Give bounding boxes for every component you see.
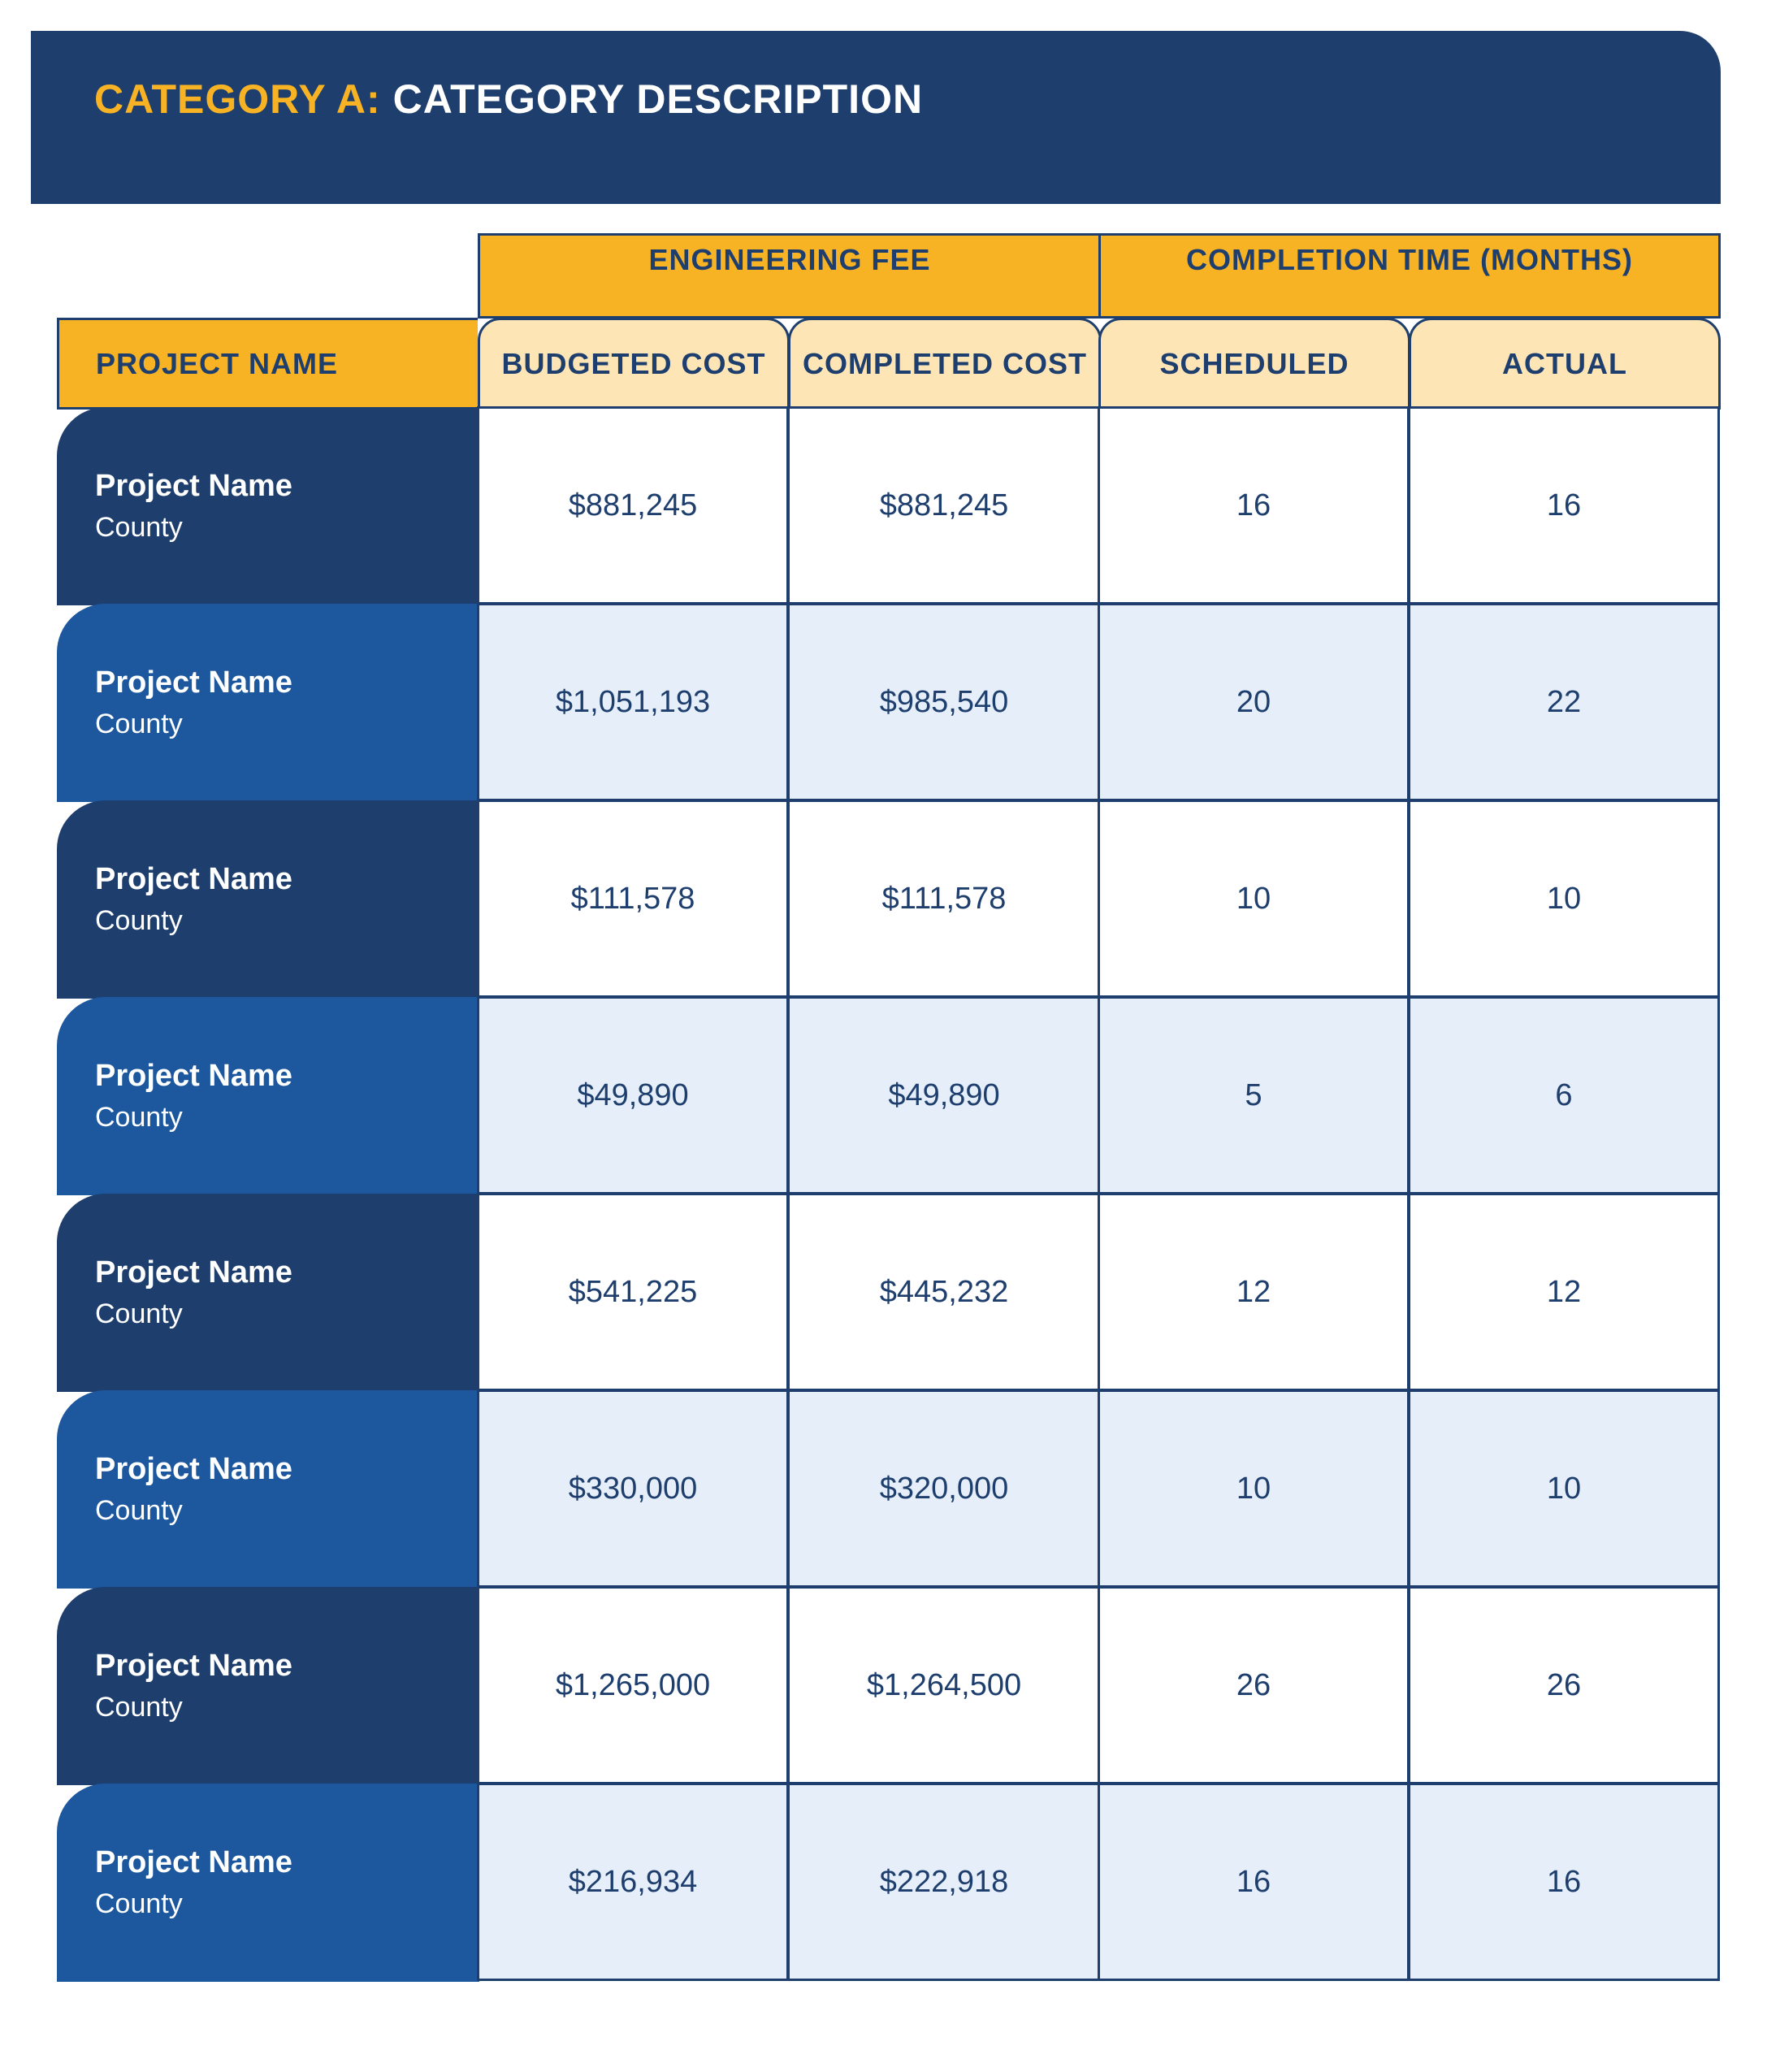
project-name: Project Name	[95, 1059, 292, 1093]
cell-budgeted: $111,578	[477, 800, 789, 998]
column-header-scheduled: SCHEDULED	[1098, 318, 1410, 410]
project-county: County	[95, 1692, 183, 1723]
cell-actual: 16	[1408, 1783, 1720, 1981]
cell-scheduled: 10	[1098, 800, 1410, 998]
column-header-budgeted-cost: BUDGETED COST	[478, 318, 790, 410]
group-header-completion-time	[1098, 233, 1721, 319]
cell-scheduled: 20	[1098, 603, 1410, 801]
cell-budgeted: $881,245	[477, 406, 789, 605]
project-county: County	[95, 709, 183, 739]
cell-scheduled: 26	[1098, 1586, 1410, 1784]
cell-actual: 10	[1408, 1389, 1720, 1588]
cell-completed: $49,890	[787, 996, 1101, 1194]
cell-completed: $320,000	[787, 1389, 1101, 1588]
cell-completed: $881,245	[787, 406, 1101, 605]
cell-completed: $111,578	[787, 800, 1101, 998]
cell-scheduled: 10	[1098, 1389, 1410, 1588]
project-name: Project Name	[95, 1845, 292, 1879]
page-title	[94, 76, 923, 123]
column-header-actual: ACTUAL	[1409, 318, 1721, 410]
table-row	[57, 1194, 479, 1392]
cell-actual: 16	[1408, 406, 1720, 605]
table-row	[57, 1587, 479, 1785]
project-name: Project Name	[95, 1255, 292, 1290]
project-county: County	[95, 905, 183, 936]
cell-completed: $1,264,500	[787, 1586, 1101, 1784]
group-header-label: COMPLETION TIME (MONTHS)	[1186, 242, 1633, 276]
cell-budgeted: $49,890	[477, 996, 789, 1194]
category-banner	[31, 31, 1721, 204]
table-row	[57, 800, 479, 999]
project-name: Project Name	[95, 1649, 292, 1683]
cell-budgeted: $1,051,193	[477, 603, 789, 801]
group-header-engineering-fee	[478, 233, 1102, 319]
project-county: County	[95, 1888, 183, 1919]
cell-scheduled: 12	[1098, 1193, 1410, 1391]
cell-budgeted: $216,934	[477, 1783, 789, 1981]
table-row	[57, 604, 479, 802]
table-row	[57, 1784, 479, 1982]
cell-scheduled: 16	[1098, 1783, 1410, 1981]
cell-completed: $985,540	[787, 603, 1101, 801]
category-description: CATEGORY DESCRIPTION	[392, 76, 924, 122]
table-row	[57, 1390, 479, 1589]
project-county: County	[95, 1495, 183, 1526]
project-county: County	[95, 1298, 183, 1329]
cell-actual: 10	[1408, 800, 1720, 998]
table-row	[57, 997, 479, 1195]
cell-completed: $222,918	[787, 1783, 1101, 1981]
cell-actual: 12	[1408, 1193, 1720, 1391]
cell-scheduled: 5	[1098, 996, 1410, 1194]
project-name: Project Name	[95, 862, 292, 896]
cell-budgeted: $1,265,000	[477, 1586, 789, 1784]
cell-budgeted: $330,000	[477, 1389, 789, 1588]
project-county: County	[95, 1102, 183, 1133]
category-label: CATEGORY A:	[94, 76, 381, 122]
cell-actual: 26	[1408, 1586, 1720, 1784]
column-header-completed-cost: COMPLETED COST	[788, 318, 1102, 410]
group-header-label: ENGINEERING FEE	[648, 242, 931, 276]
project-name: Project Name	[95, 469, 292, 503]
cell-actual: 6	[1408, 996, 1720, 1194]
table-row	[57, 407, 479, 605]
project-name: Project Name	[95, 665, 292, 700]
cell-budgeted: $541,225	[477, 1193, 789, 1391]
cell-scheduled: 16	[1098, 406, 1410, 605]
project-name-header: PROJECT NAME	[57, 318, 478, 410]
cell-completed: $445,232	[787, 1193, 1101, 1391]
project-county: County	[95, 512, 183, 543]
cell-actual: 22	[1408, 603, 1720, 801]
project-name: Project Name	[95, 1452, 292, 1486]
